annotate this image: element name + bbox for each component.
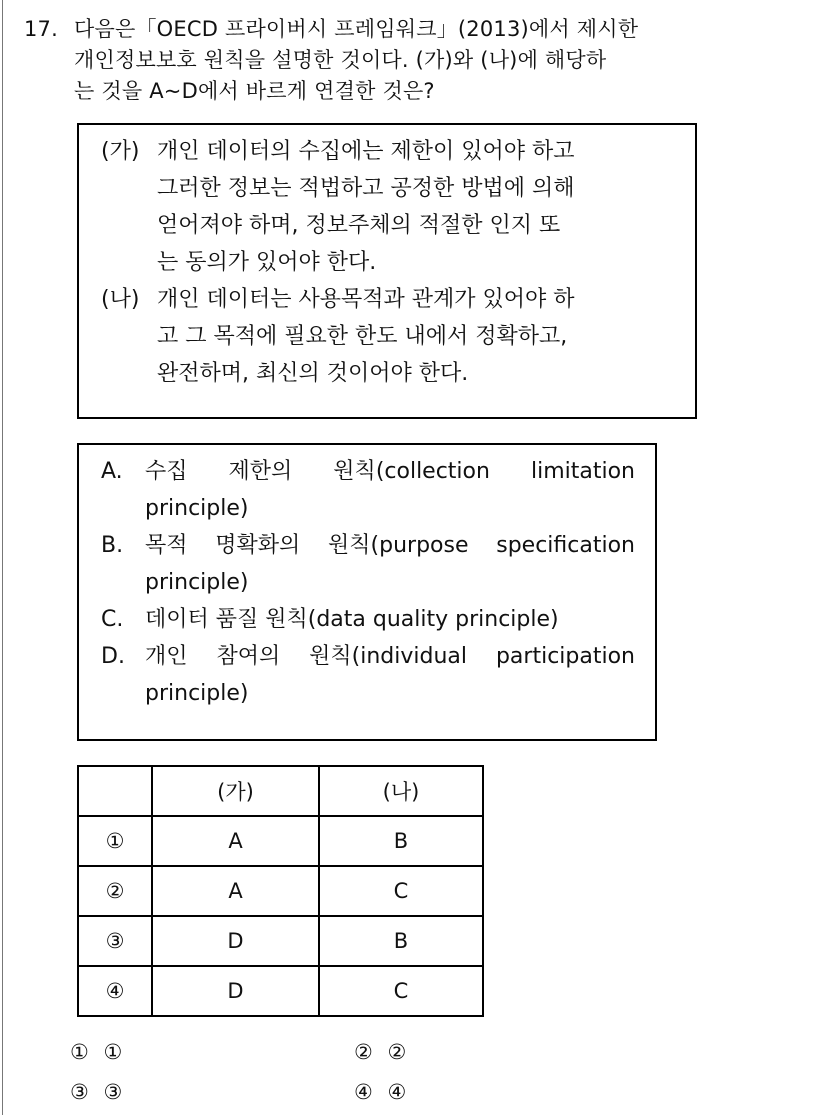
principle-body <box>145 638 635 712</box>
table-cell: ④ <box>78 966 152 1016</box>
table-cell: ① <box>78 816 152 866</box>
table-row <box>78 816 483 866</box>
passage-line: 완전하며, 최신의 것이어야 한다. <box>157 361 469 386</box>
choice-label: ③ <box>70 1080 93 1104</box>
passage-line: 얻어져야 하며, 정보주체의 적절한 인지 또 <box>157 213 561 238</box>
principle-body <box>145 453 635 527</box>
passage-line: 그러한 정보는 적법하고 공정한 방법에 의해 <box>157 176 575 201</box>
choice-1[interactable] <box>70 1040 126 1064</box>
table-cell: D <box>152 916 319 966</box>
principle-line: principle) <box>145 496 249 521</box>
principle-line: principle) <box>145 681 249 706</box>
table-row <box>78 916 483 966</box>
page-margin-rule <box>2 0 3 1115</box>
passage-box <box>77 123 697 419</box>
choice-value: ② <box>387 1040 411 1064</box>
choice-2[interactable] <box>354 1040 410 1064</box>
choice-value: ④ <box>387 1080 411 1104</box>
question-line: 는 것을 A~D에서 바르게 연결한 것은? <box>74 79 435 103</box>
choice-label: ① <box>70 1040 93 1064</box>
principle-line: 데이터 품질 원칙(data quality principle) <box>145 607 559 632</box>
answer-table <box>77 765 484 1017</box>
principle-body <box>145 527 635 601</box>
principle-body <box>145 601 635 638</box>
table-header-cell: (가) <box>152 766 319 816</box>
question-text <box>74 14 764 107</box>
passage-line: 는 동의가 있어야 한다. <box>157 250 377 275</box>
choice-value: ③ <box>103 1080 127 1104</box>
passage-line: 개인 데이터의 수집에는 제한이 있어야 하고 <box>157 139 575 164</box>
table-cell: C <box>319 966 483 1016</box>
choice-3[interactable] <box>70 1080 126 1104</box>
principles-box <box>77 443 657 741</box>
passage-body <box>157 281 677 392</box>
table-cell: B <box>319 916 483 966</box>
table-cell: B <box>319 816 483 866</box>
table-cell: C <box>319 866 483 916</box>
passage-line: 고 그 목적에 필요한 한도 내에서 정확하고, <box>157 324 568 349</box>
choice-label: ④ <box>354 1080 377 1104</box>
principle-line: 목적 명확화의 원칙(purpose specification <box>145 533 635 558</box>
question-line: 개인정보보호 원칙을 설명한 것이다. (가)와 (나)에 해당하 <box>74 48 607 72</box>
table-cell: D <box>152 966 319 1016</box>
principle-line: 수집 제한의 원칙(collection limitation <box>145 459 635 484</box>
table-cell: A <box>152 816 319 866</box>
choice-value: ① <box>103 1040 127 1064</box>
principle-label: B. <box>101 533 124 558</box>
table-header-cell: (나) <box>319 766 483 816</box>
table-cell: ② <box>78 866 152 916</box>
principle-label: C. <box>101 607 124 632</box>
table-row <box>78 966 483 1016</box>
choice-label: ② <box>354 1040 377 1064</box>
table-header-row <box>78 766 483 816</box>
passage-label: (가) <box>101 139 140 164</box>
principle-label: D. <box>101 644 125 669</box>
question-line: 다음은「OECD 프라이버시 프레임워크」(2013)에서 제시한 <box>74 17 639 41</box>
principle-label: A. <box>101 459 123 484</box>
choice-4[interactable] <box>354 1080 410 1104</box>
passage-label: (나) <box>101 287 140 312</box>
table-header-cell <box>78 766 152 816</box>
principle-line: principle) <box>145 570 249 595</box>
passage-body <box>157 133 677 281</box>
principle-line: 개인 참여의 원칙(individual participation <box>145 644 635 669</box>
table-cell: A <box>152 866 319 916</box>
table-row <box>78 866 483 916</box>
table-cell: ③ <box>78 916 152 966</box>
question-number: 17. <box>24 17 58 41</box>
passage-line: 개인 데이터는 사용목적과 관계가 있어야 하 <box>157 287 575 312</box>
